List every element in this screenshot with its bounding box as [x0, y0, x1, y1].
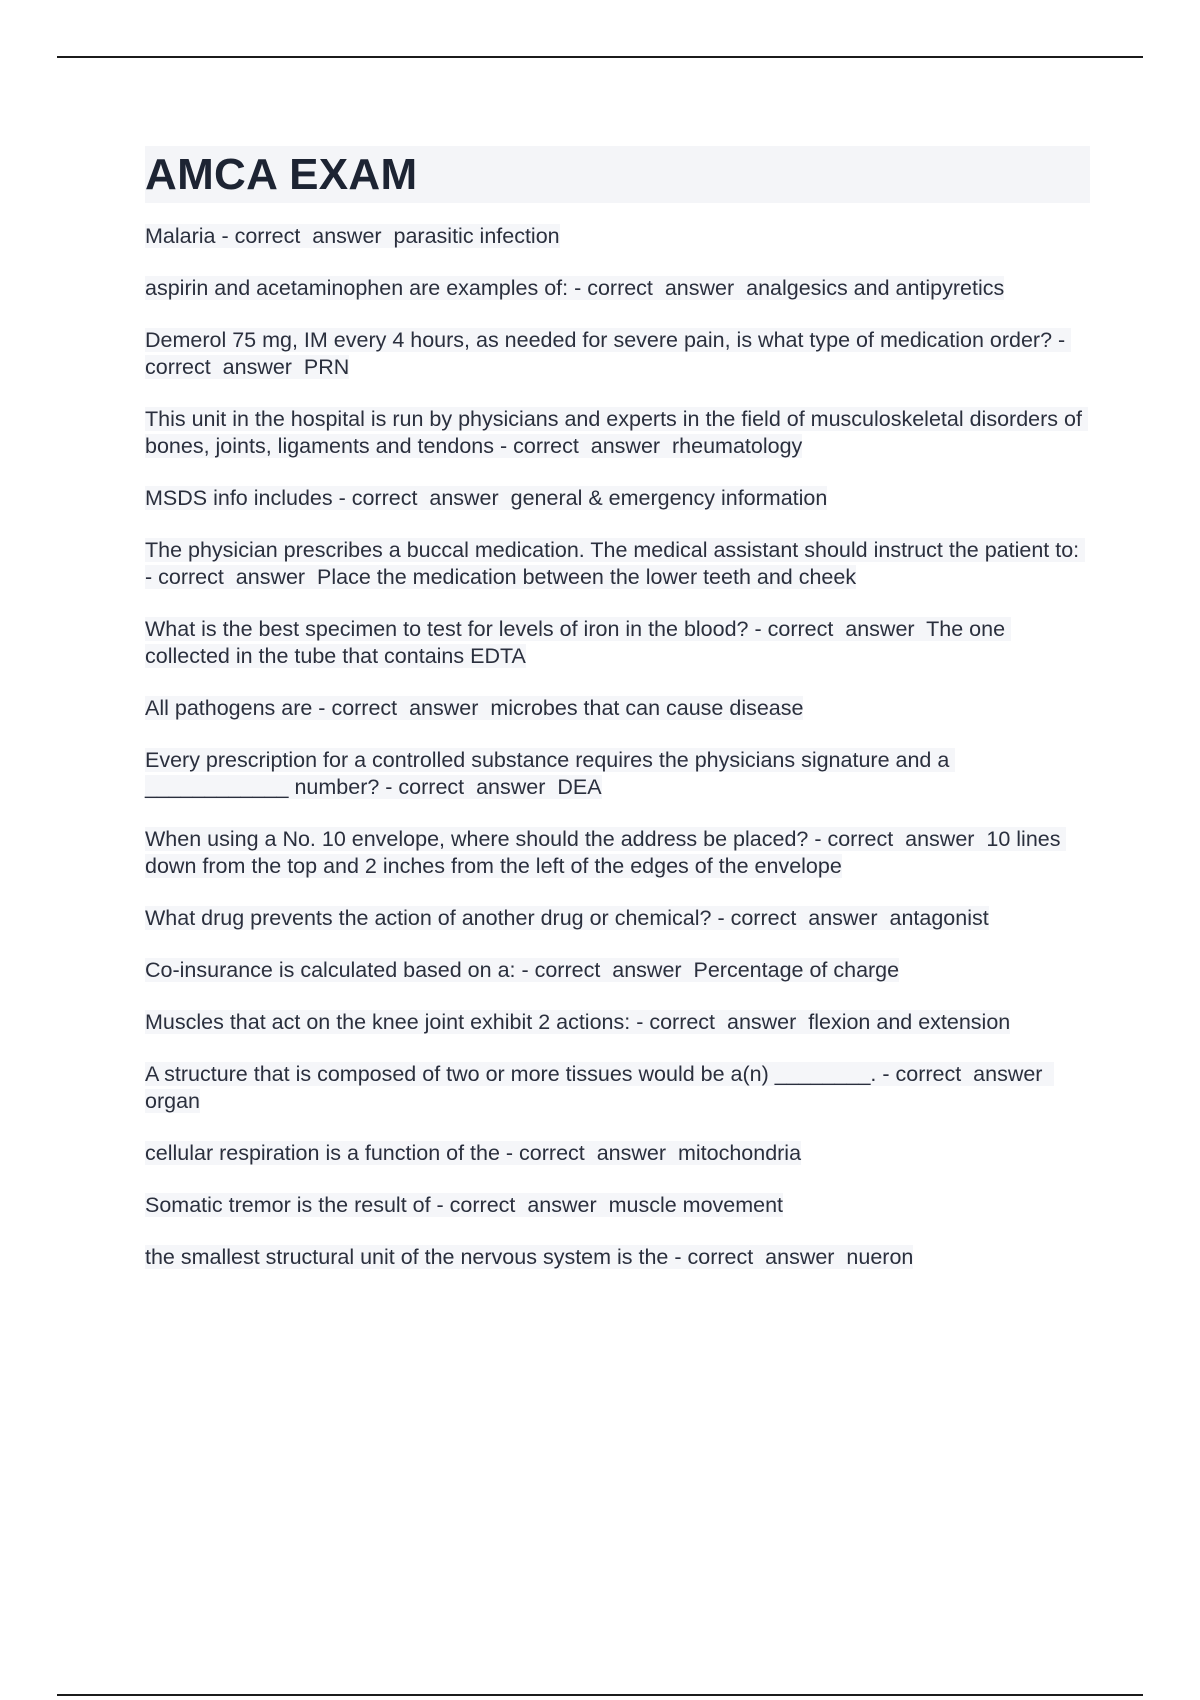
qa-item [145, 406, 1090, 460]
qa-text: Somatic tremor is the result of - correct answer muscle movement [145, 1193, 784, 1217]
qa-item [145, 1192, 1090, 1219]
qa-text: the smallest structural unit of the nervous system is the - correct answer nueron [145, 1245, 914, 1269]
qa-text: This unit in the hospital is run by physicians and experts in the field of musculoskeletal disorders of bones, joints, ligaments and tendons - correct answer rheumatology [145, 407, 1088, 458]
qa-item [145, 223, 1090, 250]
qa-list [145, 223, 1090, 1271]
qa-text: All pathogens are - correct answer microbes that can cause disease [145, 696, 804, 720]
qa-text: Malaria - correct answer parasitic infection [145, 224, 560, 248]
qa-text: MSDS info includes - correct answer general & emergency information [145, 486, 828, 510]
qa-text: Muscles that act on the knee joint exhibit 2 actions: - correct answer flexion and extension [145, 1010, 1011, 1034]
header-divider [57, 56, 1143, 58]
qa-text: Demerol 75 mg, IM every 4 hours, as needed for severe pain, is what type of medication order? - correct answer PRN [145, 328, 1072, 379]
qa-text: What drug prevents the action of another drug or chemical? - correct answer antagonist [145, 906, 989, 930]
qa-item [145, 1009, 1090, 1036]
qa-text: Co-insurance is calculated based on a: - correct answer Percentage of charge [145, 958, 900, 982]
qa-item [145, 1140, 1090, 1167]
qa-item [145, 616, 1090, 670]
document-title: AMCA EXAM [145, 149, 418, 199]
qa-item [145, 905, 1090, 932]
qa-item [145, 747, 1090, 801]
qa-item [145, 1061, 1090, 1115]
qa-item [145, 1244, 1090, 1271]
qa-text: cellular respiration is a function of the - correct answer mitochondria [145, 1141, 802, 1165]
qa-text: aspirin and acetaminophen are examples of: - correct answer analgesics and antipyretics [145, 276, 1005, 300]
qa-text: The physician prescribes a buccal medication. The medical assistant should instruct the patient to: - correct answer Place the medication between the lower teeth and cheek [145, 538, 1086, 589]
qa-item [145, 537, 1090, 591]
qa-item [145, 957, 1090, 984]
title-banner [145, 146, 1090, 203]
qa-text: Every prescription for a controlled substance requires the physicians signature and a ____________ number? - correct answer DEA [145, 748, 956, 799]
qa-item [145, 485, 1090, 512]
document-body [145, 146, 1090, 1296]
qa-text: What is the best specimen to test for levels of iron in the blood? - correct answer The one collected in the tube that contains EDTA [145, 617, 1012, 668]
footer-divider [57, 1694, 1143, 1696]
qa-text: A structure that is composed of two or more tissues would be a(n) ________. - correct answer organ [145, 1062, 1055, 1113]
qa-item [145, 275, 1090, 302]
qa-item [145, 826, 1090, 880]
qa-text: When using a No. 10 envelope, where should the address be placed? - correct answer 10 lines down from the top and 2 inches from the left of the edges of the envelope [145, 827, 1067, 878]
qa-item [145, 327, 1090, 381]
qa-item [145, 695, 1090, 722]
